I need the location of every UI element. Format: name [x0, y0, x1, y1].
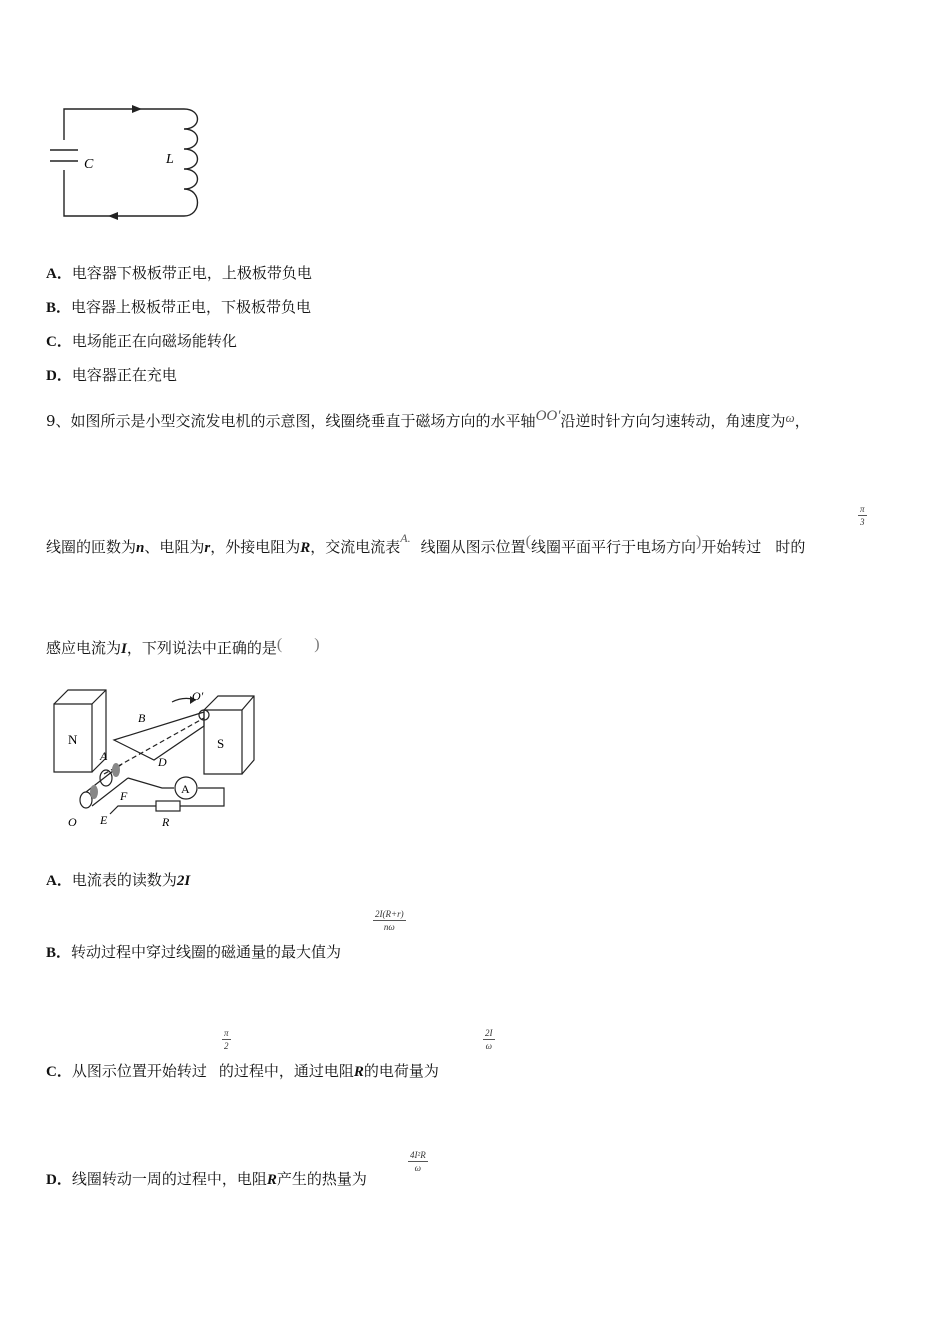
stem-text: ，交流电流表 [310, 538, 401, 556]
q8-option-a[interactable] [46, 262, 312, 283]
option-letter: C． [46, 1064, 72, 1080]
option-text: 产生的热量为 [276, 1170, 367, 1188]
q9-stem-line2 [46, 531, 806, 557]
option-letter: D． [46, 368, 72, 384]
stem-text: 线圈从图示位置 [420, 538, 526, 556]
axis-o-prime-label: O′ [192, 689, 204, 703]
option-letter: C． [46, 334, 72, 350]
option-letter: B． [46, 300, 72, 316]
option-c-charge-fraction [483, 1028, 495, 1051]
magnet-north-label: N [68, 732, 78, 747]
option-text: 电容器上极板带正电，下极板带负电 [71, 298, 312, 316]
option-d-fraction [408, 1150, 428, 1173]
fraction-denominator: ω [414, 1163, 422, 1173]
stem-text: 开始转过 [701, 538, 762, 556]
option-text: 电容器下极板带正电，上极板带负电 [71, 264, 312, 282]
paren-close: ) [695, 533, 702, 550]
inductor-label: L [166, 152, 174, 167]
capacitor-label: C [84, 157, 94, 172]
option-text: 线圈转动一周的过程中，电阻 [71, 1170, 267, 1188]
fraction-denominator: 2 [224, 1041, 229, 1051]
omega-symbol: ω [785, 410, 795, 425]
option-text: 的过程中，通过电阻 [218, 1062, 354, 1080]
q9-option-d[interactable] [46, 1168, 367, 1189]
ac-generator-figure [44, 682, 259, 832]
option-text: 的电荷量为 [363, 1062, 439, 1080]
magnet-south-label: S [217, 736, 225, 751]
fraction-numerator: 2I [485, 1028, 493, 1038]
stem-text: ，下列说法中正确的是 [126, 639, 277, 657]
q9-option-a[interactable] [46, 869, 190, 890]
axis-symbol: OO′ [535, 408, 561, 424]
turns-symbol: n [136, 540, 145, 556]
option-letter: A． [46, 266, 72, 282]
stem-text: ，外接电阻为 [210, 538, 301, 556]
q8-option-d[interactable] [46, 364, 177, 385]
option-letter: D． [46, 1172, 72, 1188]
current-symbol: I [121, 641, 127, 657]
option-letter: A． [46, 873, 72, 889]
stem-text: 感应电流为 [46, 639, 122, 657]
option-text: 电场能正在向磁场能转化 [71, 332, 237, 350]
point-e-label: E [100, 813, 108, 827]
answer-blank[interactable]: ( ) [276, 636, 320, 653]
point-f-label: F [120, 789, 128, 803]
resistance-R-symbol: R [300, 540, 311, 556]
option-b-fraction [373, 909, 406, 932]
axis-o-label: O [68, 815, 77, 829]
option-letter: B． [46, 945, 72, 961]
resistance-R-symbol: R [353, 1064, 364, 1080]
q9-stem-line3 [46, 635, 320, 658]
stem-text: 线圈的匝数为 [46, 538, 137, 556]
lc-circuit-figure [44, 95, 214, 230]
resistance-r-symbol: r [204, 540, 211, 556]
fraction-numerator: 2I(R+r) [375, 909, 404, 919]
stem-text: 、电阻为 [144, 538, 205, 556]
option-text: 转动过程中穿过线圈的磁通量的最大值为 [71, 943, 342, 961]
ammeter-label: A [181, 782, 190, 796]
stem-text: 沿逆时针方向匀速转动，角速度为 [560, 412, 786, 430]
q8-option-b[interactable] [46, 296, 311, 317]
option-c-angle-fraction [222, 1028, 231, 1051]
option-text: 电容器正在充电 [71, 366, 177, 384]
angle-fraction-pi-3 [858, 504, 867, 527]
q8-option-c[interactable] [46, 330, 237, 351]
fraction-numerator: 4I²R [410, 1150, 426, 1160]
resistance-R-symbol: R [266, 1172, 277, 1188]
fraction-denominator: ω [485, 1041, 492, 1051]
stem-text: 线圈平面平行于电场方向 [530, 538, 696, 556]
point-a-label: A [100, 749, 108, 763]
fraction-denominator: 3 [860, 517, 865, 527]
point-d-label: D [158, 755, 167, 769]
stem-text: 如图所示是小型交流发电机的示意图，线圈绕垂直于磁场方向的水平轴 [70, 412, 536, 430]
q9-option-b[interactable] [46, 941, 341, 962]
stem-text: 时的 [775, 538, 806, 556]
point-b-label: B [138, 711, 146, 725]
option-text: 电流表的读数为 [71, 871, 177, 889]
question-number: 9、 [46, 412, 71, 430]
ammeter-symbol: A. [400, 531, 411, 545]
resistor-r-label: R [162, 815, 170, 829]
stem-text: ， [794, 412, 810, 430]
option-text: 从图示位置开始转过 [71, 1062, 207, 1080]
paren-open: ( [525, 533, 531, 550]
fraction-numerator: π [224, 1028, 229, 1038]
fraction-denominator: nω [383, 922, 395, 932]
q9-stem-line1 [46, 410, 810, 431]
fraction-numerator: π [860, 504, 865, 514]
q9-option-c[interactable] [46, 1060, 439, 1081]
option-value: 2I [176, 873, 191, 889]
